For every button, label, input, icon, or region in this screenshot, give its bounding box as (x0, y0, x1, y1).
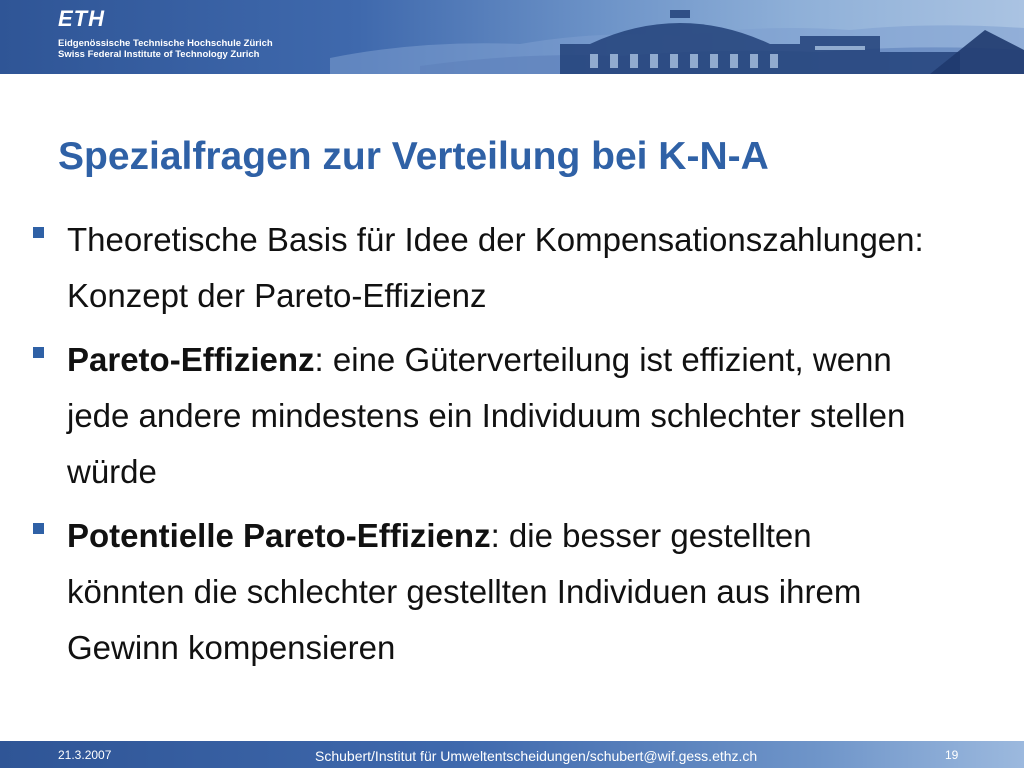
bullet-text (67, 332, 930, 500)
bullet-text (67, 508, 930, 676)
header-banner (0, 0, 1024, 74)
square-bullet-icon (33, 523, 44, 534)
institution-name-en: Swiss Federal Institute of Technology Zurich (58, 49, 260, 60)
page-number: 19 (945, 748, 959, 762)
bullet-list (30, 212, 930, 684)
bullet-text (67, 212, 930, 324)
bullet-bold-term: Pareto-Effizienz (67, 341, 315, 378)
slide-title: Spezialfragen zur Verteilung bei K-N-A (58, 135, 769, 178)
square-bullet-icon (33, 227, 44, 238)
bullet-body: Theoretische Basis für Idee der Kompensationszahlungen: Konzept der Pareto-Effizienz (67, 221, 924, 314)
footer-bar (0, 741, 1024, 768)
institution-name-de: Eidgenössische Technische Hochschule Zürich (58, 38, 273, 49)
eth-logo: ETH (58, 6, 105, 31)
square-bullet-icon (33, 347, 44, 358)
bullet-item (30, 508, 930, 676)
bullet-item (30, 212, 930, 324)
footer-date: 21.3.2007 (58, 748, 112, 762)
campus-panorama-image (0, 0, 1024, 74)
footer-author-info: Schubert/Institut für Umweltentscheidungen/schubert@wif.gess.ethz.ch (315, 748, 758, 764)
bullet-body: : eine Güterverteilung ist effizient, wenn jede andere mindestens ein Individuum schlechter stellen würde (67, 341, 906, 490)
bullet-bold-term: Potentielle Pareto-Effizienz (67, 517, 491, 554)
bullet-body: : die besser gestellten könnten die schlechter gestellten Individuen aus ihrem Gewinn kompensieren (67, 517, 862, 666)
bullet-item (30, 332, 930, 500)
